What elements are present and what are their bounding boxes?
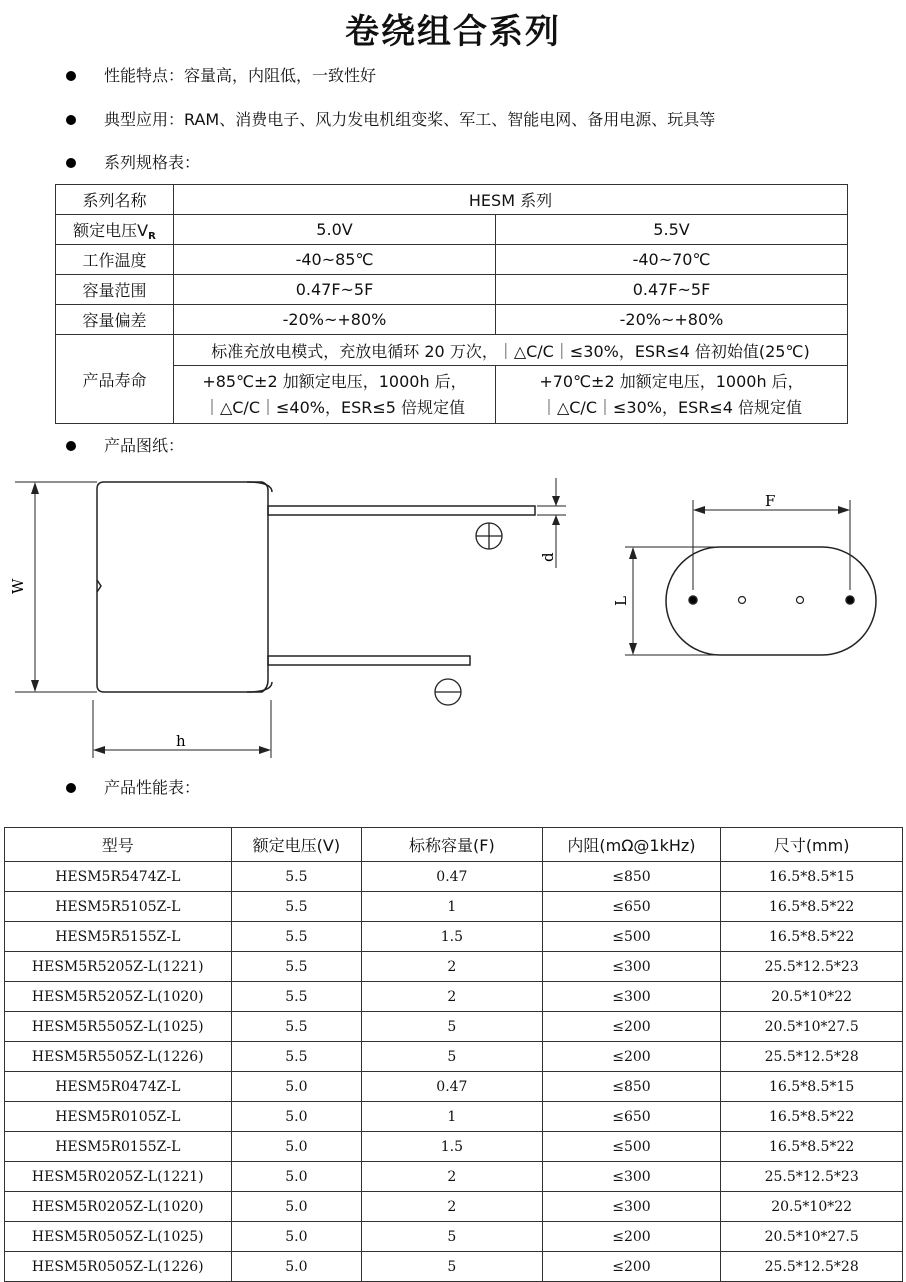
table-row (5, 1252, 903, 1282)
bottom-view (625, 500, 876, 655)
cell-model: HESM5R5474Z-L (5, 862, 232, 892)
cell-resistance: ≤500 (542, 922, 721, 952)
w-arrow-bottom-icon (31, 680, 39, 692)
dummy-pin-icon (739, 597, 746, 604)
h-arrow-left-icon (93, 746, 105, 754)
cell-voltage: 5.5 (231, 1012, 362, 1042)
tolerance-label: 容量偏差 (56, 305, 174, 335)
d-label: d (539, 552, 557, 562)
voltage-value-2: 5.5V (496, 215, 848, 245)
side-view (15, 478, 566, 758)
spec-heading: 系列规格表： (104, 153, 201, 172)
bullet-dot-icon (66, 783, 76, 793)
cell-resistance: ≤650 (542, 892, 721, 922)
table-row (5, 1132, 903, 1162)
cell-model: HESM5R0205Z-L(1020) (5, 1192, 232, 1222)
capacity-value-1: 0.47F~5F (174, 275, 496, 305)
table-header-row (5, 828, 903, 862)
dummy-pin-icon (797, 597, 804, 604)
cell-size: 25.5*12.5*23 (721, 1162, 903, 1192)
table-row (5, 1102, 903, 1132)
features-text: 性能特点：容量高，内阻低，一致性好 (104, 66, 377, 85)
cell-voltage: 5.5 (231, 892, 362, 922)
table-row (5, 862, 903, 892)
f-label: F (765, 492, 776, 510)
cell-resistance: ≤200 (542, 1252, 721, 1282)
cell-resistance: ≤200 (542, 1222, 721, 1252)
f-arrow-right-icon (838, 506, 850, 514)
header-resistance: 内阻(mΩ@1kHz) (542, 828, 721, 862)
minus-circle-icon (435, 679, 461, 705)
table-row (5, 1192, 903, 1222)
h-label: h (176, 732, 186, 750)
life-detail-1-line2: ｜△C/C｜≤40%，ESR≤5 倍规定值 (203, 397, 466, 417)
table-row (5, 1222, 903, 1252)
cell-size: 16.5*8.5*22 (721, 922, 903, 952)
cell-capacity: 2 (362, 982, 542, 1012)
cell-capacity: 5 (362, 1012, 542, 1042)
cell-capacity: 1.5 (362, 922, 542, 952)
d-arrow-top-icon (552, 496, 560, 506)
table-row (5, 1072, 903, 1102)
cell-capacity: 2 (362, 952, 542, 982)
table-row (5, 982, 903, 1012)
temp-value-1: -40~85℃ (174, 245, 496, 275)
voltage-value-1: 5.0V (174, 215, 496, 245)
terminal-pin-icon (846, 596, 854, 604)
f-arrow-left-icon (693, 506, 705, 514)
cell-capacity: 2 (362, 1192, 542, 1222)
cell-size: 20.5*10*27.5 (721, 1012, 903, 1042)
temp-value-2: -40~70℃ (496, 245, 848, 275)
cell-model: HESM5R0505Z-L(1226) (5, 1252, 232, 1282)
cell-voltage: 5.0 (231, 1072, 362, 1102)
cell-voltage: 5.5 (231, 982, 362, 1012)
cell-size: 20.5*10*27.5 (721, 1222, 903, 1252)
cell-resistance: ≤850 (542, 1072, 721, 1102)
d-arrow-bottom-icon (552, 515, 560, 525)
table-row (5, 892, 903, 922)
cell-model: HESM5R5205Z-L(1020) (5, 982, 232, 1012)
cell-size: 16.5*8.5*22 (721, 892, 903, 922)
capacity-value-2: 0.47F~5F (496, 275, 848, 305)
life-detail-2-line2: ｜△C/C｜≤30%，ESR≤4 倍规定值 (540, 397, 803, 417)
cell-capacity: 1 (362, 1102, 542, 1132)
cell-capacity: 1 (362, 892, 542, 922)
table-row (5, 1162, 903, 1192)
cell-voltage: 5.0 (231, 1132, 362, 1162)
cell-capacity: 0.47 (362, 862, 542, 892)
life-common: 标准充放电模式，充放电循环 20 万次，｜△C/C｜≤30%，ESR≤4 倍初始值(25℃) (174, 335, 848, 366)
series-label: 系列名称 (56, 185, 174, 215)
performance-table (4, 827, 903, 1282)
series-value: HESM 系列 (174, 185, 848, 215)
cell-model: HESM5R5155Z-L (5, 922, 232, 952)
table-row (5, 922, 903, 952)
cell-resistance: ≤300 (542, 952, 721, 982)
cell-size: 20.5*10*22 (721, 1192, 903, 1222)
cell-resistance: ≤500 (542, 1132, 721, 1162)
perf-heading: 产品性能表： (104, 778, 201, 797)
cell-resistance: ≤650 (542, 1102, 721, 1132)
cell-model: HESM5R5105Z-L (5, 892, 232, 922)
cell-voltage: 5.5 (231, 1042, 362, 1072)
cell-voltage: 5.0 (231, 1102, 362, 1132)
positive-lead (268, 506, 535, 515)
life-detail-1-line1: +85℃±2 加额定电压，1000h 后， (202, 371, 467, 391)
cell-capacity: 5 (362, 1252, 542, 1282)
cell-capacity: 2 (362, 1162, 542, 1192)
cell-model: HESM5R5505Z-L(1226) (5, 1042, 232, 1072)
l-arrow-bottom-icon (629, 643, 637, 655)
cell-model: HESM5R0205Z-L(1221) (5, 1162, 232, 1192)
voltage-subscript: R (148, 230, 156, 242)
cell-model: HESM5R0474Z-L (5, 1072, 232, 1102)
header-size: 尺寸(mm) (721, 828, 903, 862)
temp-label: 工作温度 (56, 245, 174, 275)
cell-resistance: ≤200 (542, 1042, 721, 1072)
cell-size: 16.5*8.5*22 (721, 1132, 903, 1162)
cell-size: 25.5*12.5*28 (721, 1042, 903, 1072)
cell-model: HESM5R5205Z-L(1221) (5, 952, 232, 982)
life-label: 产品寿命 (56, 335, 174, 424)
negative-lead (268, 656, 470, 665)
applications-text: 典型应用：RAM、消费电子、风力发电机组变桨、军工、智能电网、备用电源、玩具等 (104, 110, 716, 129)
cell-voltage: 5.0 (231, 1162, 362, 1192)
cell-model: HESM5R0155Z-L (5, 1132, 232, 1162)
capacity-label: 容量范围 (56, 275, 174, 305)
cell-size: 16.5*8.5*15 (721, 862, 903, 892)
l-label: L (612, 596, 630, 606)
w-label: W (9, 578, 27, 594)
cell-voltage: 5.0 (231, 1222, 362, 1252)
voltage-label: 额定电压V (73, 220, 149, 240)
cell-capacity: 5 (362, 1222, 542, 1252)
cell-model: HESM5R0505Z-L(1025) (5, 1222, 232, 1252)
plus-circle-icon (476, 523, 502, 549)
page-title: 卷绕组合系列 (345, 12, 561, 52)
cell-capacity: 0.47 (362, 1072, 542, 1102)
cell-resistance: ≤300 (542, 1192, 721, 1222)
cell-voltage: 5.5 (231, 862, 362, 892)
cell-voltage: 5.0 (231, 1192, 362, 1222)
table-row (5, 952, 903, 982)
drawing-heading: 产品图纸： (104, 436, 185, 455)
l-arrow-top-icon (629, 547, 637, 559)
table-row (5, 1012, 903, 1042)
header-model: 型号 (5, 828, 232, 862)
header-capacity: 标称容量(F) (362, 828, 542, 862)
cell-model: HESM5R5505Z-L(1025) (5, 1012, 232, 1042)
h-arrow-right-icon (259, 746, 271, 754)
cell-size: 20.5*10*22 (721, 982, 903, 1012)
tolerance-value-2: -20%~+80% (496, 305, 848, 335)
cell-resistance: ≤300 (542, 982, 721, 1012)
cell-voltage: 5.5 (231, 952, 362, 982)
cell-size: 16.5*8.5*22 (721, 1102, 903, 1132)
cell-capacity: 1.5 (362, 1132, 542, 1162)
cell-size: 25.5*12.5*23 (721, 952, 903, 982)
cell-voltage: 5.5 (231, 922, 362, 952)
cell-voltage: 5.0 (231, 1252, 362, 1282)
w-arrow-top-icon (31, 482, 39, 494)
header-voltage: 额定电压(V) (231, 828, 362, 862)
cell-capacity: 5 (362, 1042, 542, 1072)
cell-size: 25.5*12.5*28 (721, 1252, 903, 1282)
capacitor-body (97, 482, 268, 692)
cell-resistance: ≤300 (542, 1162, 721, 1192)
table-row (5, 1042, 903, 1072)
tolerance-value-1: -20%~+80% (174, 305, 496, 335)
cell-model: HESM5R0105Z-L (5, 1102, 232, 1132)
cell-resistance: ≤200 (542, 1012, 721, 1042)
terminal-pin-icon (689, 596, 697, 604)
cell-size: 16.5*8.5*15 (721, 1072, 903, 1102)
cell-resistance: ≤850 (542, 862, 721, 892)
life-detail-2-line1: +70℃±2 加额定电压，1000h 后， (539, 371, 804, 391)
